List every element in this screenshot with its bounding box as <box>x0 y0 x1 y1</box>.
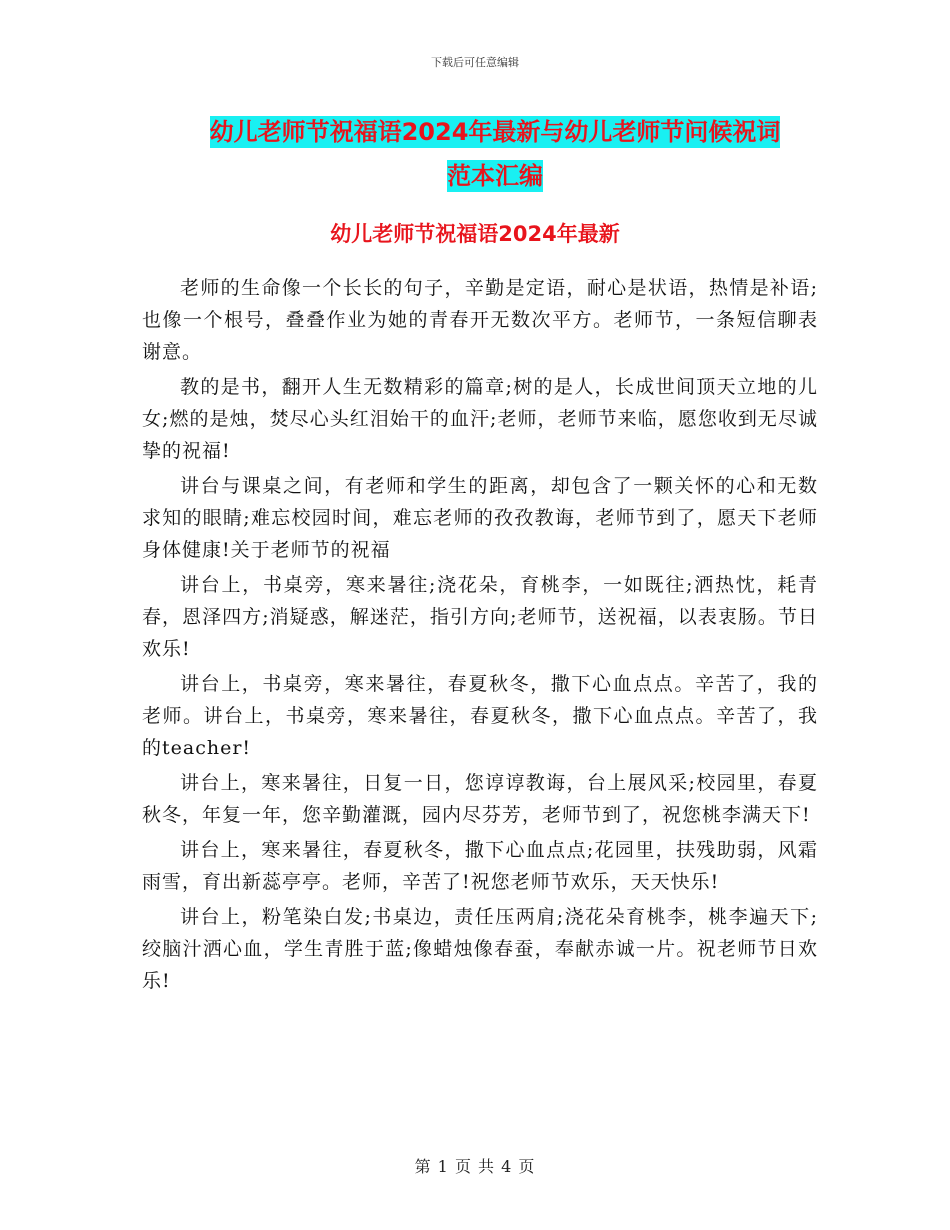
paragraph-1: 老师的生命像一个长长的句子，辛勤是定语，耐心是状语，热情是补语;也像一个根号，叠叠作业为她的青春开无数次平方。老师节，一条短信聊表谢意。 <box>142 277 818 363</box>
paragraph-4: 讲台上，书桌旁，寒来暑往;浇花朵，育桃李，一如既往;洒热忱，耗青春，恩泽四方;消疑惑，解迷茫，指引方向;老师节，送祝福，以表衷肠。节日欢乐! <box>142 574 818 660</box>
section-title: 幼儿老师节祝福语2024年最新 <box>330 222 620 246</box>
paragraph-7: 讲台上，寒来暑往，春夏秋冬，撒下心血点点;花园里，扶残助弱，风霜雨雪，育出新蕊亭亭。老师，辛苦了!祝您老师节欢乐，天天快乐! <box>142 839 818 893</box>
document-title-line-2: 范本汇编 <box>447 162 543 190</box>
paragraph-3: 讲台与课桌之间，有老师和学生的距离，却包含了一颗关怀的心和无数求知的眼睛;难忘校园时间，难忘老师的孜孜教诲，老师节到了，愿天下老师身体健康!关于老师节的祝福 <box>142 475 818 561</box>
page-number: 第 1 页 共 4 页 <box>414 1157 536 1176</box>
header-note: 下载后可任意编辑 <box>431 56 519 69</box>
document-title-line-1: 幼儿老师节祝福语2024年最新与幼儿老师节问候祝词 <box>209 118 781 146</box>
paragraph-8: 讲台上，粉笔染白发;书桌边，责任压两肩;浇花朵育桃李，桃李遍天下;绞脑汁洒心血，学生青胜于蓝;像蜡烛像春蚕，奉献赤诚一片。祝老师节日欢乐! <box>142 906 818 992</box>
paragraph-6: 讲台上，寒来暑往，日复一日，您谆谆教诲，台上展风采;校园里，春夏秋冬，年复一年，您辛勤灌溉，园内尽芬芳，老师节到了，祝您桃李满天下! <box>142 772 818 826</box>
paragraph-5: 讲台上，书桌旁，寒来暑往，春夏秋冬，撒下心血点点。辛苦了，我的老师。讲台上，书桌旁，寒来暑往，春夏秋冬，撒下心血点点。辛苦了，我的teacher! <box>142 673 818 759</box>
document-title <box>140 110 850 198</box>
paragraph-2: 教的是书，翻开人生无数精彩的篇章;树的是人，长成世间顶天立地的儿女;燃的是烛，焚尽心头红泪始干的血汗;老师，老师节来临，愿您收到无尽诚挚的祝福! <box>142 376 818 462</box>
document-body <box>142 272 818 1000</box>
